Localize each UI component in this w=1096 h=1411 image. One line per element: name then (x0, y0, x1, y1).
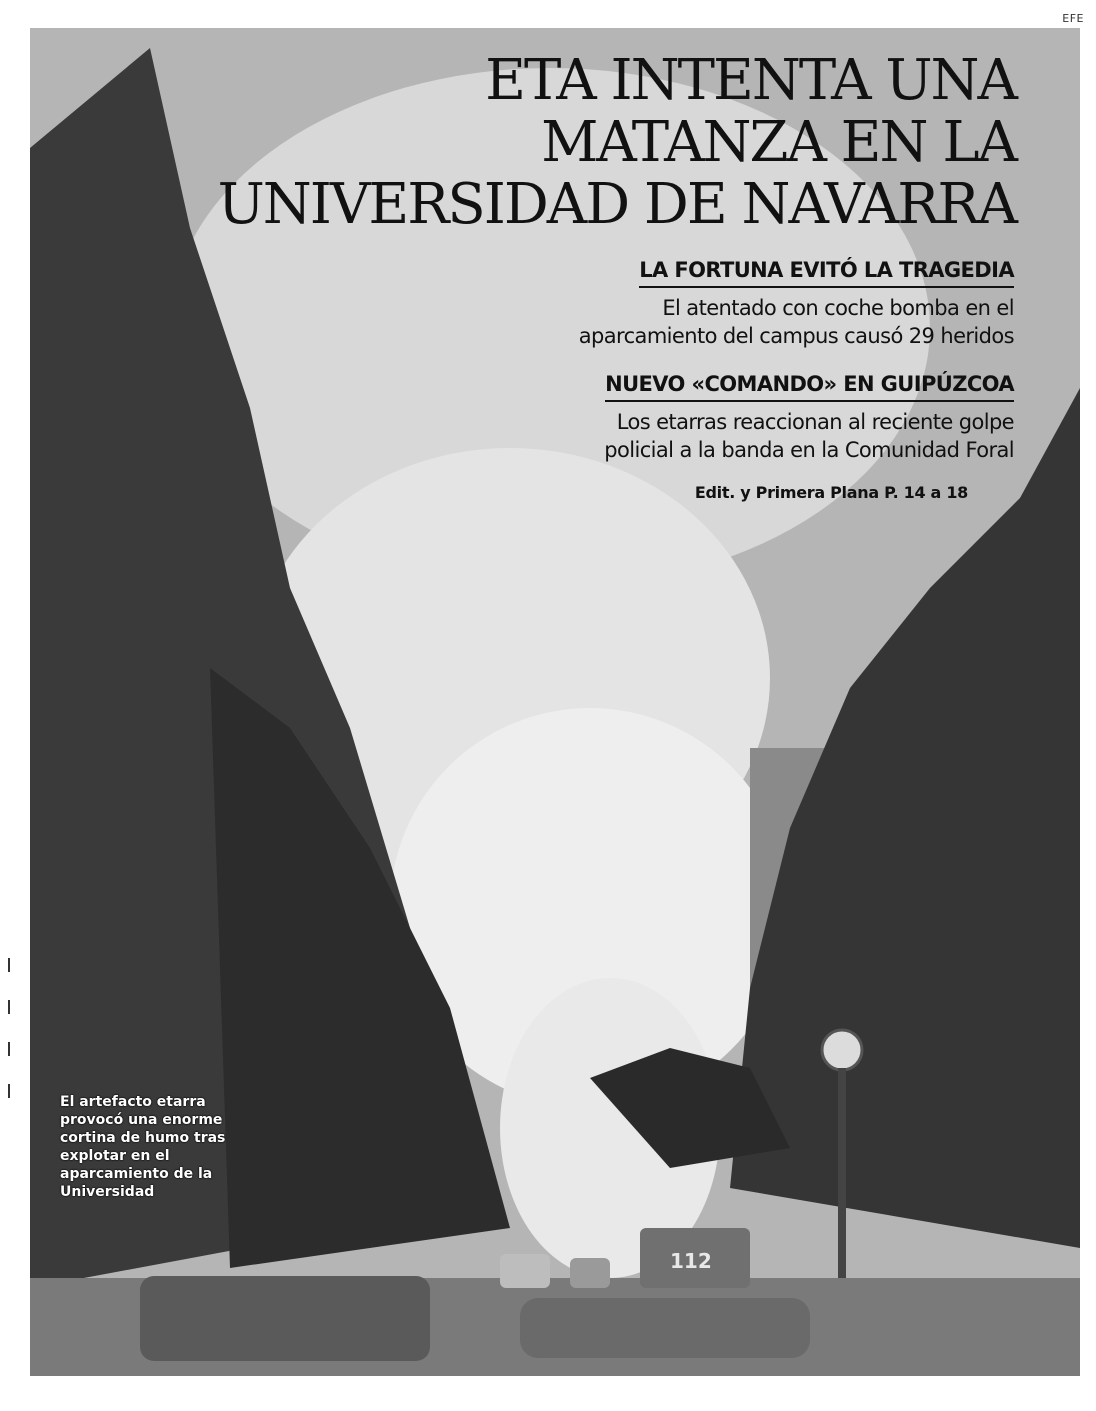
story-deck (454, 408, 1014, 464)
photo-caption: El artefacto etarra provocó una enorme cortina de humo tras explotar en el aparcamiento de la Universidad (60, 1094, 226, 1200)
photo-credit: EFE (1062, 12, 1084, 25)
edge-mark (0, 958, 10, 972)
headline-line2: MATANZA EN LA (541, 110, 1016, 175)
story-deck-line: Los etarras reaccionan al reciente golpe (616, 410, 1014, 434)
edge-mark (0, 1042, 10, 1056)
story-block-1 (454, 258, 1014, 350)
street-lamp (822, 1030, 862, 1070)
story-kicker: NUEVO «COMANDO» EN GUIPÚZCOA (605, 372, 1014, 402)
vehicle-label: 112 (670, 1249, 712, 1273)
headline-line3: UNIVERSIDAD DE NAVARRA (217, 172, 1016, 237)
story-deck (454, 294, 1014, 350)
headline-line1: ETA INTENTA UNA (485, 48, 1016, 113)
car (140, 1276, 430, 1361)
car (520, 1298, 810, 1358)
story-kicker: LA FORTUNA EVITÓ LA TRAGEDIA (639, 258, 1014, 288)
story-deck-line: aparcamiento del campus causó 29 heridos (578, 324, 1014, 348)
story-block-2 (454, 372, 1014, 464)
edge-mark (0, 1000, 10, 1014)
story-deck-line: policial a la banda en la Comunidad Foral (604, 438, 1014, 462)
car (570, 1258, 610, 1288)
page-reference: Edit. y Primera Plana P. 14 a 18 (694, 483, 968, 502)
headline (196, 50, 1016, 236)
story-deck-line: El atentado con coche bomba en el (662, 296, 1014, 320)
car (500, 1254, 550, 1288)
edge-mark (0, 1084, 10, 1098)
